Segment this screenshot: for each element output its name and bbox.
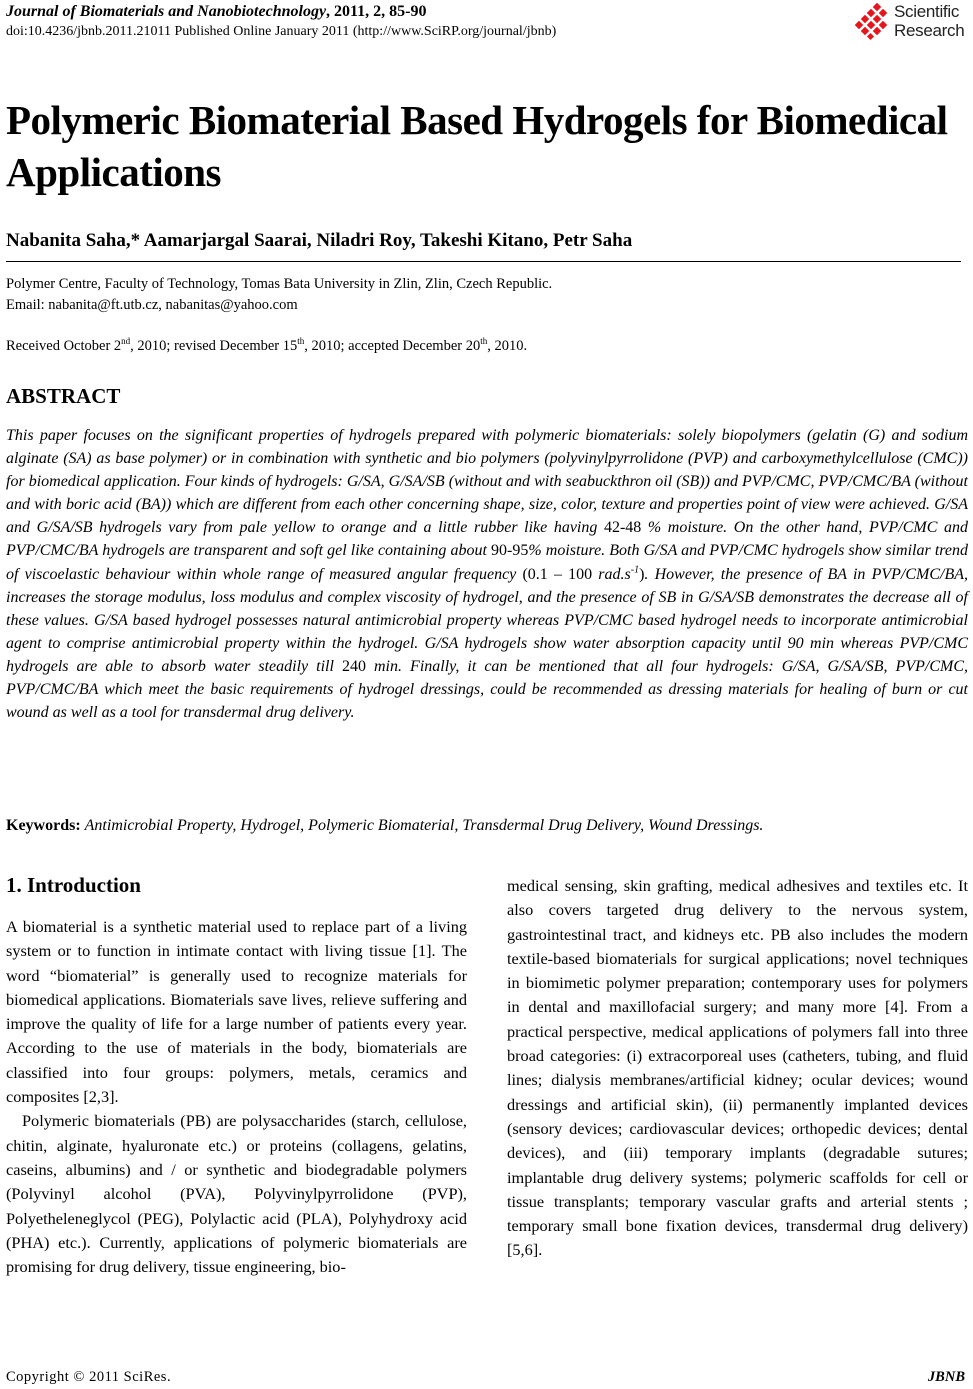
volume-info: , 2011, 2, 85-90 [326, 3, 427, 20]
abstract-heading: ABSTRACT [6, 384, 121, 408]
divider [6, 261, 961, 262]
accepted-text: , 2010; accepted December 20 [304, 337, 481, 354]
publisher-logo [852, 1, 972, 43]
left-column [6, 915, 467, 1279]
ordinal-suffix: th [480, 336, 488, 346]
logo-text-line1: Scientific [894, 2, 960, 21]
abstract-number: ) [639, 565, 645, 583]
abstract-number: 240 [341, 657, 366, 675]
paragraph: medical sensing, skin grafting, medical adhesives and textiles etc. It also covers targeted drug delivery to the nervous system, gastrointestinal tract, and kidneys etc. PB also includes the modern textile-based biomaterials for surgical applications; novel techniques in biomimetic polymer preparation; contemporary uses for polymers in dental and maxillofacial surgery; and many more [4]. From a practical perspective, medical applications of polymers fall into three broad categories: (i) extracorporeal uses (catheters, tubing, and fluid lines; dialysis membranes/artificial kidney; ocular devices; wound dressings and artificial skin), (ii) permanently implanted devices (sensory devices; cardiovascular devices; orthopedic devices; dental devices), and (iii) temporary implants (degradable sutures; implantable drug delivery systems; polymeric scaffolds for cell or tissue transplants; temporary vascular grafts and arterial stents ; temporary small bone fixation devices, transdermal drug delivery) [5,6]. [507, 876, 968, 1260]
abstract-body [6, 424, 968, 724]
doi-line[interactable]: doi:10.4236/jbnb.2011.21011 Published Online January 2011 (http://www.SciRP.org/journal/jbnb) [6, 24, 557, 39]
keywords-colon: : [75, 817, 85, 834]
ordinal-suffix: nd [121, 336, 131, 346]
accepted-year: , 2010. [487, 337, 528, 354]
affiliation-block [6, 274, 552, 316]
affiliation: Polymer Centre, Faculty of Technology, Tomas Bata University in Zlin, Zlin, Czech Republic. [6, 276, 553, 292]
paragraph: A biomaterial is a synthetic material used to replace part of a living system or to function in intimate contact with living tissue [1]. The word “biomaterial” is generally used to recognize materials for biomedical applications. Biomaterials save lives, relieve suffering and improve the quality of life for a large number of patients every year. According to the use of materials in the body, biomaterials are classified into four groups: polymers, metals, ceramics and composites [2,3]. [6, 917, 467, 1107]
paragraph: Polymeric biomaterials (PB) are polysaccharides (starch, cellulose, chitin, alginate, hyaluronate etc.) or proteins (collagens, gelatins, caseins, albumins) and / or synthetic and biodegradable polymers (Polyvinyl alcohol (PVA), Polyvinylpyrrolidone (PVP), Polyetheleneglycol (PEG), Polylactic acid (PLA), Polyhydroxy acid (PHA) etc.). Currently, applications of polymeric biomaterials are promising for drug delivery, tissue engineering, bio- [6, 1111, 467, 1277]
journal-citation [6, 3, 427, 21]
email[interactable]: Email: nabanita@ft.utb.cz, nabanitas@yahoo.com [6, 297, 298, 313]
abstract-text: % moisture. On the other hand, PVP/CMC and PVP/CMC/BA hydrogels are transparent and soft gel like containing about [6, 519, 969, 560]
copyright-notice: Copyright © 2011 SciRes. [6, 1369, 172, 1385]
author-list: Nabanita Saha,* Aamarjargal Saarai, Niladri Roy, Takeshi Kitano, Petr Saha [6, 230, 633, 251]
unit-exponent: -1 [630, 564, 640, 576]
received-text: Received October 2 [6, 337, 122, 354]
logo-text-line2: Research [894, 21, 965, 40]
abstract-number: (0.1 – 100 [522, 565, 599, 583]
abstract-number: 90-95 [491, 542, 529, 560]
abstract-number: 42-48 [603, 519, 642, 537]
abstract-unit: rad.s [598, 565, 631, 583]
abstract-text: min. Finally, it can be mentioned that all four hydrogels: G/SA, G/SA/SB, PVP/CMC, PVP/CMC/BA which meet the basic requirements of hydrogel dressings, could be recommended as dressing materials for healing of burn or cut wound as well as a tool for transdermal drug delivery. [6, 657, 968, 722]
right-column [507, 874, 968, 1263]
received-dates [6, 336, 527, 355]
journal-name: Journal of Biomaterials and Nanobiotechnology [6, 3, 327, 20]
abstract-text: % moisture. Both G/SA and PVP/CMC hydrogels show similar trend of viscoelastic behaviour within whole range of measured angular frequency [6, 542, 968, 583]
journal-abbreviation: JBNB [927, 1369, 965, 1385]
section-heading: 1. Introduction [6, 873, 141, 897]
abstract-text: . However, the presence of BA in PVP/CMC/BA, increases the storage modulus, loss modulus and complex viscosity of hydrogel, and the presence of SB in G/SA/SB demonstrates the decrease all of these values. G/SA based hydrogel possesses natural antimicrobial property whereas PVP/CMC based hydrogel needs to incorporate antimicrobial agent to comprise antimicrobial property within the hydrogel. G/SA hydrogels show water absorption capacity until 90 min whereas PVP/CMC hydrogels are able to absorb water steadily till [6, 565, 968, 675]
keywords [6, 817, 968, 835]
keywords-label: Keywords [6, 817, 76, 834]
abstract-text: This paper focuses on the significant properties of hydrogels prepared with polymeric biomaterials: solely biopolymers (gelatin (G) and sodium alginate (SA) as base polymer) or in combination with synthetic and bio polymers (polyvinylpyrrolidone (PVP) and carboxymethylcellulose (CMC)) for biomedical application. Four kinds of hydrogels: G/SA, G/SA/SB (without and with seabuckthron oil (SB)) and PVP/CMC, PVP/CMC/BA (without and with boric acid (BA)) which are different from each other concerning shape, size, color, texture and properties point of view were achieved. G/SA and G/SA/SB hydrogels vary from pale yellow to orange and a little rubber like having [6, 427, 968, 537]
diamond-cluster-icon [852, 3, 890, 41]
paper-title: Polymeric Biomaterial Based Hydrogels for Biomedical Applications [6, 97, 948, 195]
ordinal-suffix: th [297, 336, 305, 346]
revised-text: , 2010; revised December 15 [130, 337, 298, 354]
keywords-list: Antimicrobial Property, Hydrogel, Polymeric Biomaterial, Transdermal Drug Delivery, Wound Dressings. [84, 817, 764, 834]
